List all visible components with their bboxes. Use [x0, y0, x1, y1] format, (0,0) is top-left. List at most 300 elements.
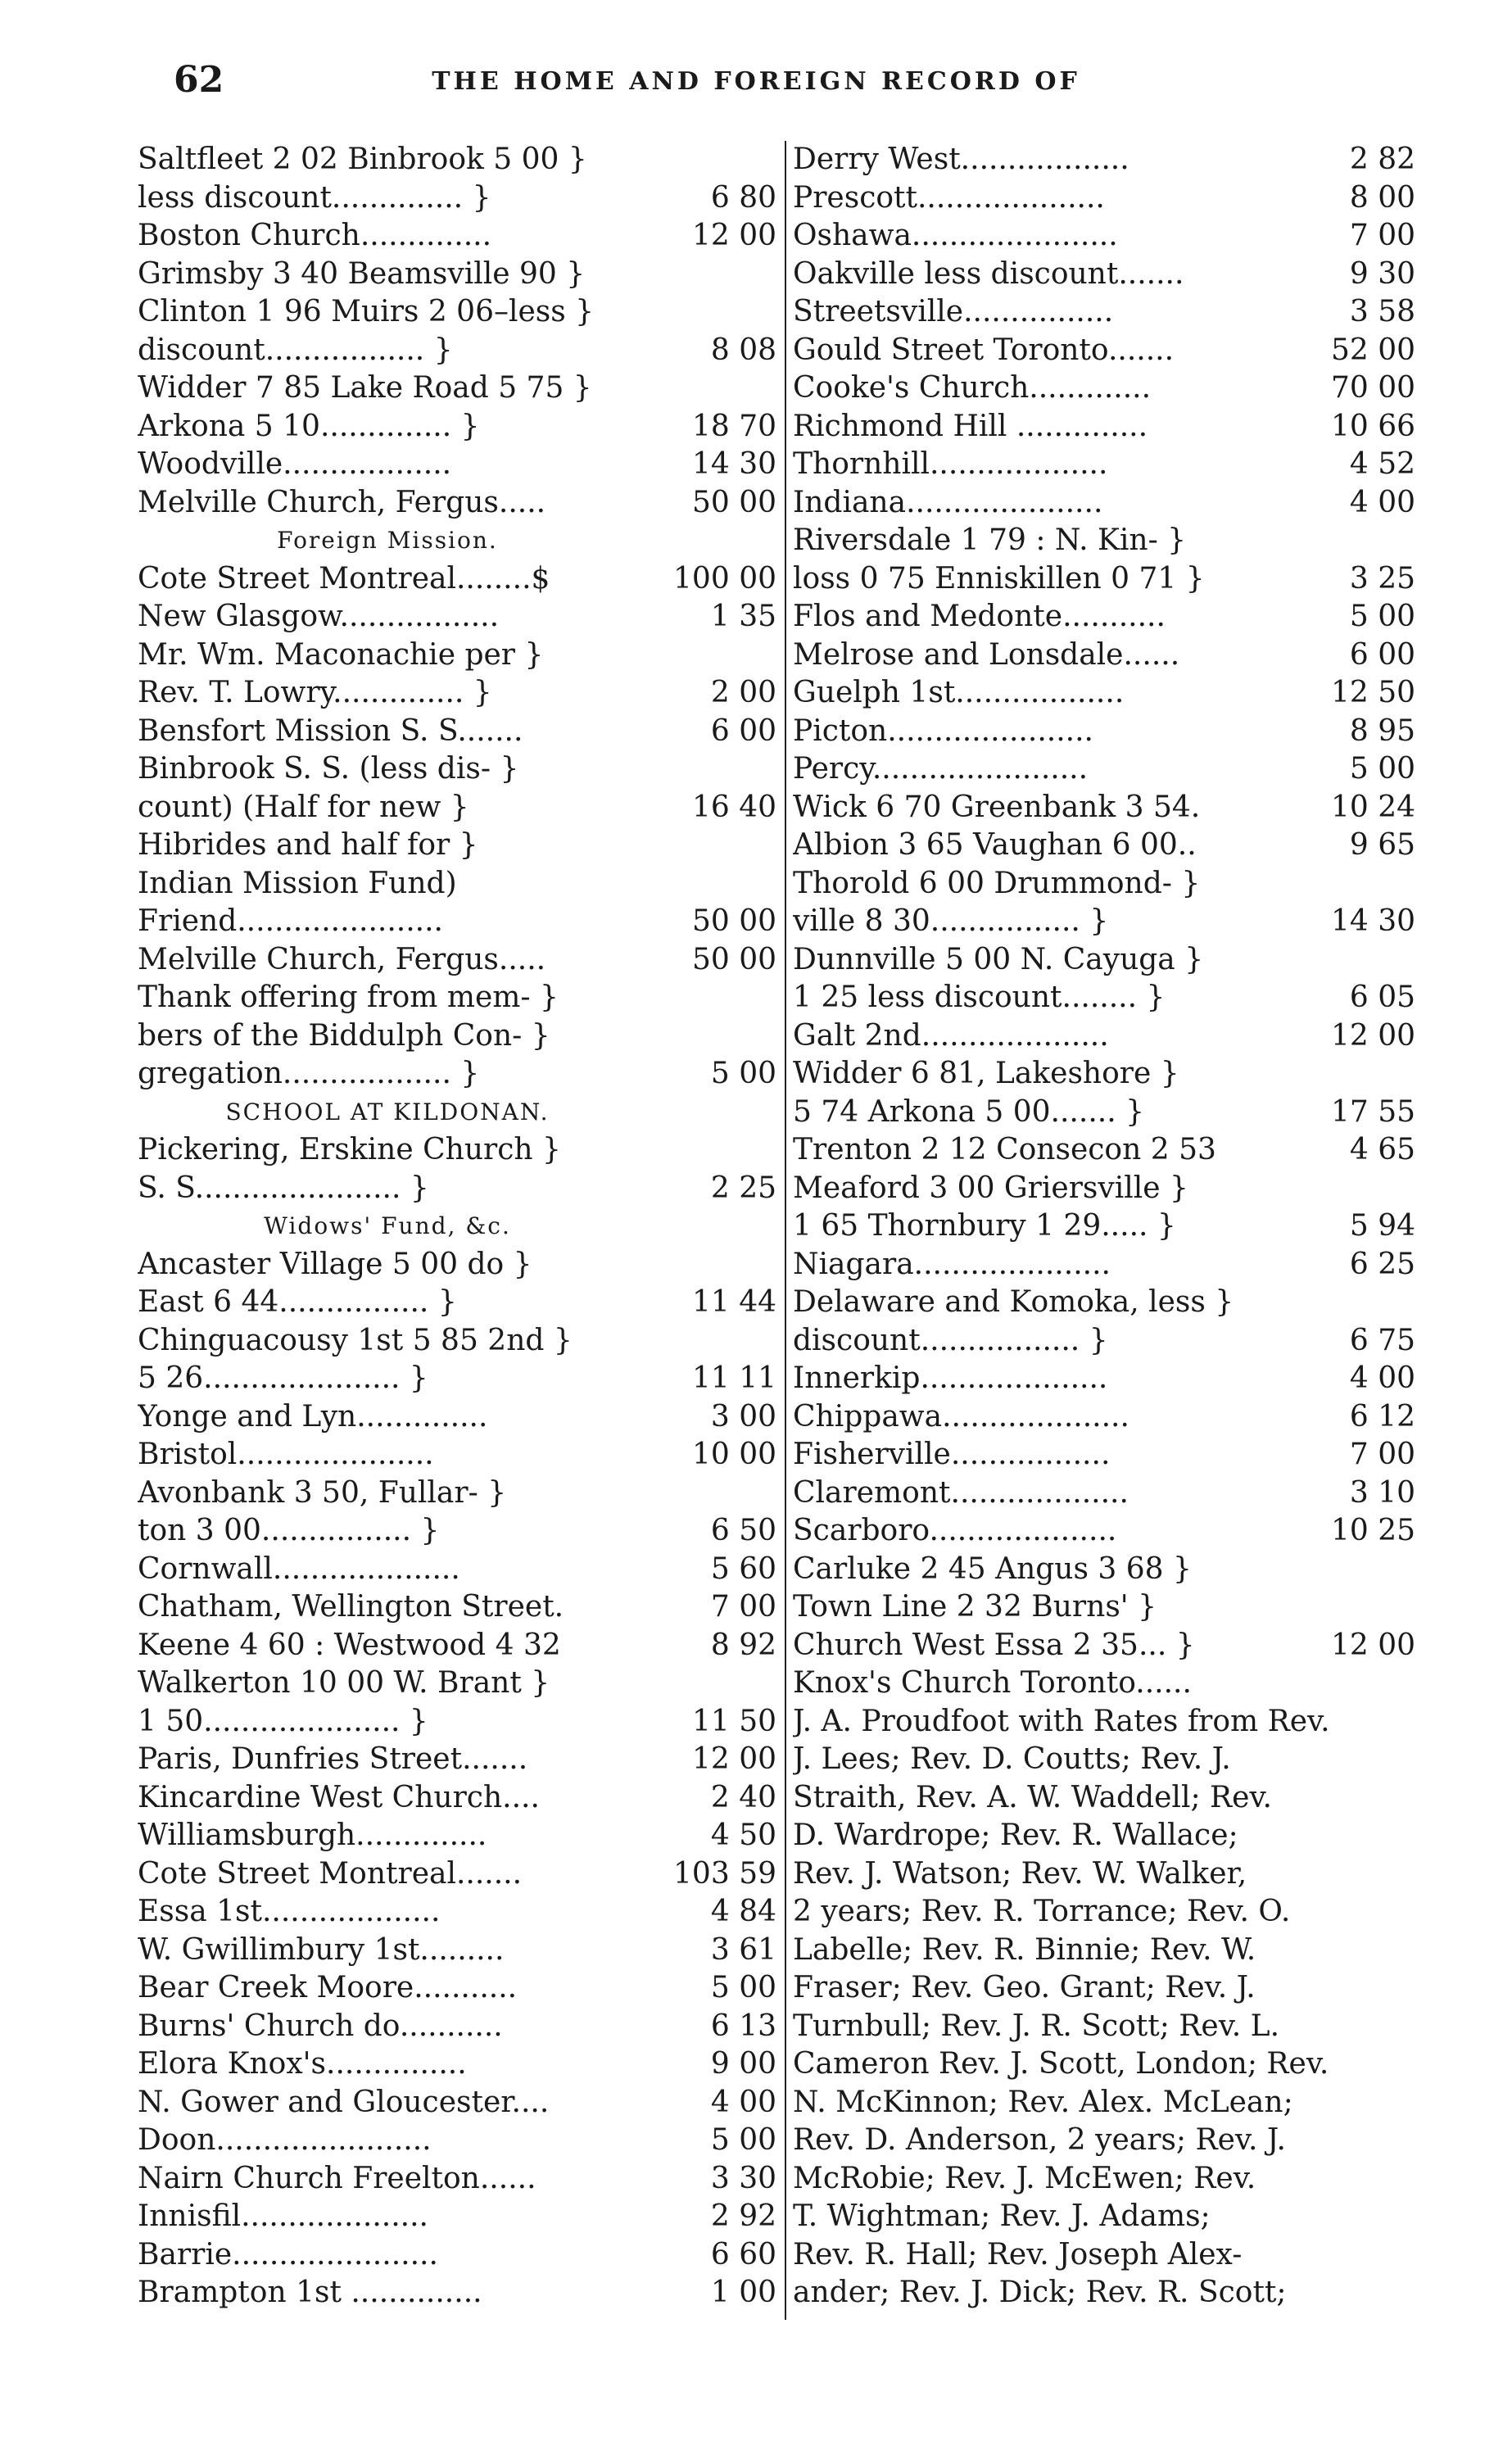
entry-amount: 3 58: [1349, 295, 1415, 328]
section-heading-text: SCHOOL AT KILDONAN.: [225, 1098, 550, 1126]
entry-text: Mr. Wm. Maconachie per }: [138, 637, 544, 672]
entry-text: bers of the Biddulph Con- }: [138, 1018, 550, 1053]
ledger-row: [793, 674, 1415, 713]
ledger-row: [793, 560, 1415, 599]
entry-text: Derry West..................: [793, 143, 1129, 176]
entry-text: N. McKinnon; Rev. Alex. McLean;: [793, 2085, 1293, 2119]
entry-text: Rev. D. Anderson, 2 years; Rev. J.: [793, 2123, 1286, 2157]
ledger-row: [138, 369, 776, 408]
ledger-row: [138, 1398, 776, 1437]
entry-amount: 103 59: [673, 1856, 776, 1891]
entry-text: Fraser; Rev. Geo. Grant; Rev. J.: [793, 1971, 1256, 2004]
entry-text: Labelle; Rev. R. Binnie; Rev. W.: [793, 1932, 1256, 1967]
entry-text: J. A. Proudfoot with Rates from Rev.: [793, 1704, 1330, 1738]
entry-text: Guelph 1st..................: [793, 676, 1125, 709]
ledger-row: [138, 1779, 776, 1818]
entry-text: Boston Church..............: [138, 219, 492, 252]
entry-text: Friend......................: [138, 904, 443, 938]
entry-amount: 18 70: [691, 409, 776, 443]
entry-text: Saltfleet 2 02 Binbrook 5 00 }: [138, 143, 587, 176]
entry-text: Percy.......................: [793, 752, 1089, 786]
entry-amount: 8 08: [710, 333, 776, 367]
entry-amount: 3 00: [710, 1399, 776, 1434]
entry-text: Bear Creek Moore...........: [138, 1971, 518, 2004]
entry-amount: 70 00: [1330, 371, 1415, 405]
entry-amount: 2 92: [710, 2199, 776, 2233]
ledger-row: [793, 1741, 1415, 1779]
entry-text: Walkerton 10 00 W. Brant }: [138, 1666, 550, 1700]
ledger-row: [793, 2198, 1415, 2236]
ledger-row: [138, 2122, 776, 2160]
ledger-row: [138, 1284, 776, 1322]
entry-text: Rev. R. Hall; Rev. Joseph Alex-: [793, 2237, 1243, 2272]
ledger-row: [793, 1094, 1415, 1132]
entry-amount: 2 25: [710, 1171, 776, 1205]
entry-text: Scarboro....................: [793, 1514, 1117, 1547]
entry-text: Chippawa....................: [793, 1399, 1129, 1434]
entry-text: Cote Street Montreal.......: [138, 1856, 523, 1891]
entry-amount: 2 82: [1349, 143, 1415, 176]
ledger-row: [138, 1855, 776, 1894]
entry-text: Carluke 2 45 Angus 3 68 }: [793, 1551, 1192, 1586]
entry-amount: 4 52: [1349, 447, 1415, 481]
entry-text: Essa 1st...................: [138, 1895, 441, 1928]
entry-amount: 6 13: [710, 2009, 776, 2043]
entry-text: discount................. }: [138, 333, 453, 367]
ledger-row: [793, 141, 1415, 179]
entry-amount: 9 00: [710, 2047, 776, 2081]
entry-text: Rev. T. Lowry.............. }: [138, 676, 492, 709]
entry-amount: 10 24: [1330, 790, 1415, 824]
ledger-row: [793, 598, 1415, 636]
entry-text: Ancaster Village 5 00 do }: [138, 1247, 532, 1281]
entry-text: Thornhill...................: [793, 447, 1108, 481]
entry-text: Trenton 2 12 Consecon 2 53: [793, 1133, 1216, 1166]
entry-text: Rev. J. Watson; Rev. W. Walker,: [793, 1856, 1247, 1891]
entry-text: ville 8 30................ }: [793, 904, 1109, 938]
entry-text: Niagara.....................: [793, 1247, 1111, 1281]
entry-amount: 5 00: [710, 2123, 776, 2157]
entry-amount: 6 60: [710, 2237, 776, 2272]
ledger-row: [138, 179, 776, 218]
entry-amount: 8 95: [1349, 713, 1415, 748]
entry-text: McRobie; Rev. J. McEwen; Rev.: [793, 2161, 1256, 2195]
ledger-row: [793, 332, 1415, 370]
entry-text: N. Gower and Gloucester....: [138, 2085, 550, 2119]
section-heading: [138, 1207, 776, 1246]
entry-text: W. Gwillimbury 1st.........: [138, 1932, 505, 1967]
ledger-row: [793, 2236, 1415, 2275]
entry-text: loss 0 75 Enniskillen 0 71 }: [793, 561, 1205, 596]
entry-amount: 6 80: [710, 180, 776, 215]
entry-amount: 6 25: [1349, 1247, 1415, 1281]
entry-amount: 6 00: [1349, 637, 1415, 672]
ledger-row: [793, 408, 1415, 446]
entry-amount: 12 00: [691, 1742, 776, 1776]
ledger-row: [793, 1817, 1415, 1855]
entry-amount: 8 92: [710, 1628, 776, 1662]
ledger-row: [138, 789, 776, 827]
section-heading: [138, 522, 776, 560]
entry-text: Melville Church, Fergus.....: [138, 942, 546, 976]
right-column: [793, 141, 1415, 2312]
entry-amount: 5 00: [1349, 752, 1415, 786]
entry-text: Grimsby 3 40 Beamsville 90 }: [138, 256, 586, 291]
ledger-row: [138, 1170, 776, 1208]
entry-amount: 6 05: [1349, 981, 1415, 1014]
entry-amount: 17 55: [1330, 1094, 1415, 1129]
entry-amount: 50 00: [691, 942, 776, 976]
ledger-row: [138, 2045, 776, 2084]
ledger-row: [138, 217, 776, 256]
entry-text: Meaford 3 00 Griersville }: [793, 1171, 1188, 1205]
entry-text: Nairn Church Freelton......: [138, 2161, 536, 2195]
entry-text: Melville Church, Fergus.....: [138, 485, 546, 519]
entry-text: 1 25 less discount........ }: [793, 981, 1166, 1014]
entry-text: less discount.............. }: [138, 180, 491, 215]
entry-amount: 7 00: [710, 1590, 776, 1624]
ledger-row: [793, 179, 1415, 218]
entry-text: Brampton 1st ..............: [138, 2276, 482, 2309]
entry-text: Kincardine West Church....: [138, 1780, 540, 1814]
entry-amount: 50 00: [691, 485, 776, 519]
entry-text: Bensfort Mission S. S.......: [138, 713, 523, 748]
entry-text: 1 65 Thornbury 1 29..... }: [793, 1209, 1176, 1243]
ledger-row: [138, 941, 776, 980]
entry-amount: 7 00: [1349, 1438, 1415, 1471]
entry-text: Doon.......................: [138, 2123, 432, 2157]
ledger-row: [793, 1512, 1415, 1551]
entry-text: Thank offering from mem- }: [138, 981, 559, 1014]
entry-text: Hibrides and half for }: [138, 828, 478, 862]
entry-text: Widder 6 81, Lakeshore }: [793, 1057, 1179, 1090]
entry-text: New Glasgow.................: [138, 600, 500, 633]
ledger-row: [793, 2122, 1415, 2160]
entry-text: Clinton 1 96 Muirs 2 06–less }: [138, 295, 595, 328]
entry-amount: 3 25: [1349, 561, 1415, 596]
ledger-row: [138, 1703, 776, 1742]
entry-amount: 5 00: [710, 1057, 776, 1090]
entry-text: Oshawa......................: [793, 219, 1118, 252]
entry-text: Yonge and Lyn..............: [138, 1399, 488, 1434]
entry-text: Knox's Church Toronto......: [793, 1666, 1192, 1700]
entry-text: S. S...................... }: [138, 1171, 429, 1205]
ledger-row: [138, 408, 776, 446]
entry-amount: 3 30: [710, 2161, 776, 2195]
ledger-row: [793, 979, 1415, 1017]
ledger-row: [138, 1969, 776, 2008]
ledger-row: [138, 598, 776, 636]
entry-text: Woodville..................: [138, 447, 452, 481]
entry-text: Innisfil....................: [138, 2199, 428, 2233]
ledger-row: [793, 1779, 1415, 1818]
entry-amount: 11 44: [691, 1285, 776, 1319]
entry-text: Oakville less discount.......: [793, 256, 1184, 291]
entry-amount: 6 00: [710, 713, 776, 748]
ledger-row: [138, 1932, 776, 1970]
ledger-row: [793, 1284, 1415, 1322]
ledger-row: [138, 827, 776, 865]
ledger-row: [138, 713, 776, 751]
entry-text: Burns' Church do...........: [138, 2009, 503, 2043]
ledger-row: [793, 1932, 1415, 1970]
ledger-row: [793, 484, 1415, 523]
ledger-row: [793, 2274, 1415, 2312]
ledger-row: [793, 636, 1415, 675]
entry-amount: 11 11: [691, 1361, 776, 1395]
entry-text: Innerkip....................: [793, 1361, 1108, 1395]
entry-amount: 11 50: [691, 1704, 776, 1738]
entry-text: Keene 4 60 : Westwood 4 32: [138, 1628, 561, 1662]
entry-amount: 4 65: [1349, 1133, 1415, 1166]
entry-amount: 9 65: [1349, 828, 1415, 862]
ledger-row: [138, 1588, 776, 1627]
entry-text: Chinguacousy 1st 5 85 2nd }: [138, 1323, 573, 1357]
entry-text: Richmond Hill ..............: [793, 409, 1148, 443]
ledger-row: [793, 1398, 1415, 1437]
entry-amount: 14 30: [1330, 904, 1415, 938]
ledger-row: [138, 1246, 776, 1284]
ledger-row: [138, 1512, 776, 1551]
left-column: [138, 141, 776, 2312]
entry-text: Straith, Rev. A. W. Waddell; Rev.: [793, 1780, 1272, 1814]
entry-amount: 1 35: [710, 600, 776, 633]
entry-amount: 16 40: [691, 790, 776, 824]
page-number: 62: [174, 59, 224, 101]
entry-amount: 10 66: [1330, 409, 1415, 443]
entry-amount: 4 00: [710, 2085, 776, 2119]
ledger-row: [138, 2198, 776, 2236]
entry-text: Williamsburgh..............: [138, 1819, 487, 1852]
entry-text: Streetsville................: [793, 295, 1114, 328]
entry-text: discount................. }: [793, 1323, 1108, 1357]
ledger-row: [138, 293, 776, 332]
entry-text: 1 50..................... }: [138, 1704, 428, 1738]
entry-amount: 5 00: [1349, 600, 1415, 633]
ledger-row: [138, 1017, 776, 1056]
entry-text: Barrie......................: [138, 2237, 438, 2272]
entry-amount: 2 40: [710, 1780, 776, 1814]
entry-text: Picton......................: [793, 713, 1093, 748]
running-head: THE HOME AND FOREIGN RECORD OF: [432, 67, 1080, 96]
ledger-row: [793, 522, 1415, 560]
ledger-row: [793, 941, 1415, 980]
ledger-row: [138, 1551, 776, 1589]
ledger-row: [793, 1017, 1415, 1056]
ledger-row: [793, 1893, 1415, 1932]
ledger-row: [793, 1360, 1415, 1398]
ledger-row: [793, 2045, 1415, 2084]
ledger-row: [793, 369, 1415, 408]
ledger-row: [793, 1170, 1415, 1208]
entry-text: D. Wardrope; Rev. R. Wallace;: [793, 1819, 1238, 1852]
entry-amount: 1 00: [710, 2276, 776, 2309]
entry-text: Church West Essa 2 35... }: [793, 1628, 1195, 1662]
ledger-row: [138, 1360, 776, 1398]
ledger-row: [793, 1855, 1415, 1894]
ledger-row: [138, 2274, 776, 2312]
entry-amount: 4 50: [710, 1819, 776, 1852]
ledger-row: [793, 1703, 1415, 1742]
ledger-row: [793, 256, 1415, 294]
ledger-row: [793, 1551, 1415, 1589]
entry-text: Pickering, Erskine Church }: [138, 1133, 561, 1166]
ledger-row: [793, 1055, 1415, 1094]
entry-amount: 100 00: [673, 561, 776, 596]
entry-text: Claremont...................: [793, 1475, 1129, 1510]
ledger-row: [138, 1322, 776, 1361]
ledger-row: [138, 2084, 776, 2122]
entry-text: Cameron Rev. J. Scott, London; Rev.: [793, 2047, 1329, 2081]
ledger-row: [138, 2236, 776, 2275]
entry-text: Indian Mission Fund): [138, 866, 457, 900]
section-heading-text: Foreign Mission.: [277, 527, 498, 554]
entry-text: Cornwall....................: [138, 1551, 460, 1586]
ledger-row: [793, 1207, 1415, 1246]
entry-text: Binbrook S. S. (less dis- }: [138, 752, 519, 786]
ledger-row: [138, 141, 776, 179]
ledger-row: [793, 446, 1415, 484]
entry-text: Chatham, Wellington Street.: [138, 1590, 564, 1624]
entry-amount: 4 00: [1349, 1361, 1415, 1395]
section-heading: [138, 1094, 776, 1132]
entry-amount: 5 60: [710, 1551, 776, 1586]
ledger-row: [138, 560, 776, 599]
ledger-row: [138, 674, 776, 713]
entry-amount: 3 61: [710, 1932, 776, 1967]
entry-amount: 6 50: [710, 1514, 776, 1547]
entry-text: J. Lees; Rev. D. Coutts; Rev. J.: [793, 1742, 1231, 1776]
ledger-row: [793, 1627, 1415, 1665]
ledger-row: [138, 1893, 776, 1932]
ledger-row: [138, 1665, 776, 1703]
entry-text: Paris, Dunfries Street.......: [138, 1742, 528, 1776]
entry-text: 2 years; Rev. R. Torrance; Rev. O.: [793, 1895, 1291, 1928]
entry-text: Thorold 6 00 Drummond- }: [793, 866, 1201, 900]
entry-text: Galt 2nd....................: [793, 1018, 1109, 1053]
entry-amount: 12 00: [691, 219, 776, 252]
entry-amount: 5 94: [1349, 1209, 1415, 1243]
ledger-row: [793, 713, 1415, 751]
ledger-row: [793, 1588, 1415, 1627]
entry-amount: 2 00: [710, 676, 776, 709]
entry-text: Turnbull; Rev. J. R. Scott; Rev. L.: [793, 2009, 1280, 2043]
ledger-row: [138, 1741, 776, 1779]
entry-amount: 6 12: [1349, 1399, 1415, 1434]
ledger-row: [793, 827, 1415, 865]
entry-text: Dunnville 5 00 N. Cayuga }: [793, 942, 1204, 976]
entry-text: Indiana.....................: [793, 485, 1103, 519]
column-divider: [785, 141, 786, 2320]
entry-text: Melrose and Lonsdale......: [793, 637, 1180, 672]
entry-amount: 52 00: [1330, 333, 1415, 367]
ledger-row: [793, 2008, 1415, 2046]
entry-amount: 12 00: [1330, 1018, 1415, 1053]
ledger-row: [138, 1055, 776, 1094]
entry-amount: 50 00: [691, 904, 776, 938]
entry-amount: 4 84: [710, 1895, 776, 1928]
entry-text: East 6 44................ }: [138, 1285, 457, 1319]
ledger-row: [138, 903, 776, 941]
entry-text: Cote Street Montreal........$: [138, 561, 550, 596]
ledger-row: [138, 446, 776, 484]
section-heading-text: Widows' Fund, &c.: [264, 1212, 511, 1239]
ledger-row: [793, 1969, 1415, 2008]
entry-text: Cooke's Church.............: [793, 371, 1152, 405]
ledger-row: [138, 636, 776, 675]
entry-amount: 3 10: [1349, 1475, 1415, 1510]
entry-text: Arkona 5 10.............. }: [138, 409, 480, 443]
entry-amount: 9 30: [1349, 256, 1415, 291]
entry-text: Delaware and Komoka, less }: [793, 1285, 1234, 1319]
ledger-row: [793, 789, 1415, 827]
ledger-row: [793, 1131, 1415, 1170]
ledger-row: [138, 2160, 776, 2199]
entry-text: gregation.................. }: [138, 1057, 480, 1090]
ledger-row: [138, 484, 776, 523]
ledger-row: [793, 1322, 1415, 1361]
entry-text: Gould Street Toronto.......: [793, 333, 1175, 367]
ledger-row: [793, 1436, 1415, 1474]
entry-amount: 8 00: [1349, 180, 1415, 215]
entry-amount: 5 00: [710, 1971, 776, 2004]
entry-text: T. Wightman; Rev. J. Adams;: [793, 2199, 1211, 2233]
ledger-row: [793, 217, 1415, 256]
entry-text: Fisherville.................: [793, 1438, 1111, 1471]
entry-text: Flos and Medonte...........: [793, 600, 1166, 633]
entry-text: Elora Knox's...............: [138, 2047, 467, 2081]
ledger-row: [793, 1474, 1415, 1513]
entry-amount: 7 00: [1349, 219, 1415, 252]
ledger-row: [138, 1131, 776, 1170]
ledger-row: [793, 903, 1415, 941]
ledger-row: [138, 1436, 776, 1474]
entry-text: Prescott....................: [793, 180, 1105, 215]
ledger-row: [138, 979, 776, 1017]
ledger-row: [138, 332, 776, 370]
ledger-row: [793, 293, 1415, 332]
entry-text: Wick 6 70 Greenbank 3 54.: [793, 790, 1201, 824]
entry-amount: 12 00: [1330, 1628, 1415, 1662]
entry-text: ander; Rev. J. Dick; Rev. R. Scott;: [793, 2276, 1287, 2309]
entry-text: ton 3 00................ }: [138, 1514, 440, 1547]
entry-text: count) (Half for new }: [138, 790, 469, 824]
entry-text: Town Line 2 32 Burns' }: [793, 1590, 1157, 1624]
entry-text: Bristol.....................: [138, 1438, 434, 1471]
entry-text: Albion 3 65 Vaughan 6 00..: [793, 828, 1197, 862]
ledger-row: [138, 1474, 776, 1513]
entry-amount: 10 25: [1330, 1514, 1415, 1547]
ledger-row: [138, 2008, 776, 2046]
ledger-row: [138, 1627, 776, 1665]
ledger-row: [793, 2084, 1415, 2122]
entry-amount: 4 00: [1349, 485, 1415, 519]
entry-text: 5 26..................... }: [138, 1361, 428, 1395]
ledger-row: [138, 1817, 776, 1855]
ledger-row: [793, 1665, 1415, 1703]
entry-amount: 12 50: [1330, 676, 1415, 709]
ledger-row: [793, 750, 1415, 789]
entry-text: Widder 7 85 Lake Road 5 75 }: [138, 371, 592, 405]
entry-amount: 14 30: [691, 447, 776, 481]
ledger-row: [138, 865, 776, 904]
entry-amount: 10 00: [691, 1438, 776, 1471]
ledger-row: [793, 2160, 1415, 2199]
ledger-row: [138, 256, 776, 294]
entry-text: 5 74 Arkona 5 00....... }: [793, 1094, 1144, 1129]
ledger-row: [793, 1246, 1415, 1284]
entry-text: Riversdale 1 79 : N. Kin- }: [793, 523, 1187, 557]
